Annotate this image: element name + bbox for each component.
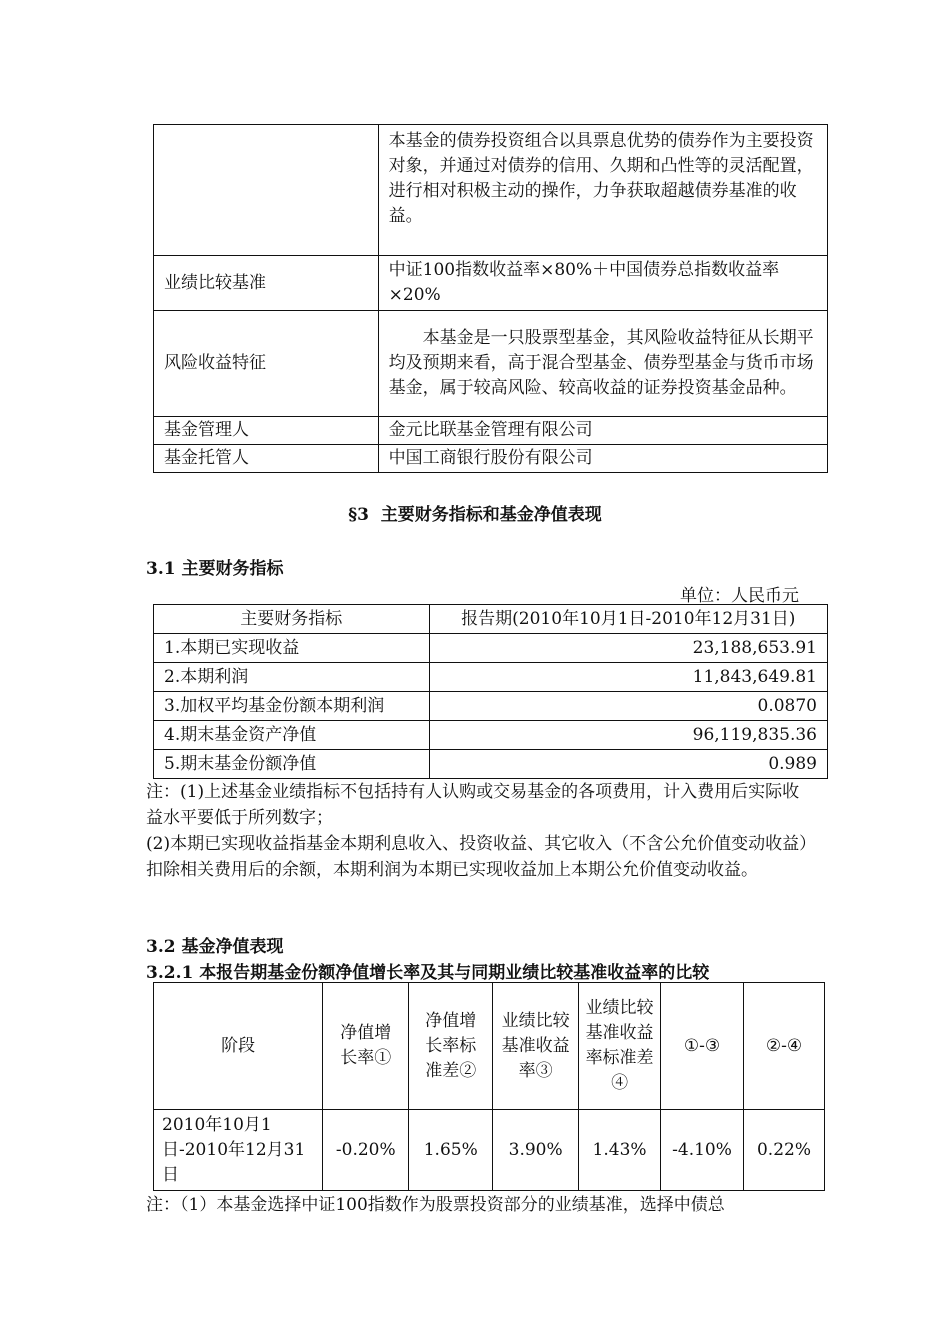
fin-row-label: 1.本期已实现收益	[154, 634, 430, 663]
fin-row-value: 23,188,653.91	[429, 634, 827, 663]
fin-row-label: 3.加权平均基金份额本期利润	[154, 692, 430, 721]
benchmark-label: 业绩比较基准	[154, 256, 379, 311]
fin-row-value: 0.989	[429, 750, 827, 779]
perf-header-diff-1-3: ①-③	[661, 983, 744, 1110]
unit-label: 单位：人民币元	[680, 586, 799, 606]
perf-header-diff-2-4: ②-④	[744, 983, 825, 1110]
perf-row-nav-growth: -0.20%	[323, 1110, 409, 1191]
risk-value: 本基金是一只股票型基金，其风险收益特征从长期平均及预期来看，高于混合型基金、债券型基金与货币市场基金，属于较高风险、较高收益的证券投资基金品种。	[378, 311, 827, 417]
perf-header-benchmark-return: 业绩比较基准收益率③	[493, 983, 579, 1110]
fin-header-period: 报告期(2010年10月1日-2010年12月31日)	[429, 605, 827, 634]
fund-info-table	[153, 124, 828, 473]
manager-value: 金元比联基金管理有限公司	[378, 417, 827, 445]
strategy-text: 本基金的债券投资组合以具票息优势的债券作为主要投资对象，并通过对债券的信用、久期和凸性等的灵活配置，进行相对积极主动的操作，力争获取超越债券基准的收益。	[378, 125, 827, 256]
fin-row-value: 11,843,649.81	[429, 663, 827, 692]
performance-table	[153, 982, 825, 1191]
perf-row-diff-1-3: -4.10%	[661, 1110, 744, 1191]
financial-note-2: (2)本期已实现收益指基金本期利息收入、投资收益、其它收入（不含公允价值变动收益）扣除相关费用后的余额，本期利润为本期已实现收益加上本期公允价值变动收益。	[146, 834, 808, 880]
fin-row-value: 0.0870	[429, 692, 827, 721]
fin-row-label: 2.本期利润	[154, 663, 430, 692]
subsection-3-2-heading: 3.2 基金净值表现	[146, 937, 284, 957]
perf-row-benchmark-std: 1.43%	[579, 1110, 661, 1191]
performance-note: 注：（1）本基金选择中证100指数作为股票投资部分的业绩基准，选择中债总	[146, 1195, 725, 1215]
perf-row-benchmark-return: 3.90%	[493, 1110, 579, 1191]
manager-label: 基金管理人	[154, 417, 379, 445]
strategy-label-cell	[154, 125, 379, 256]
fin-row-value: 96,119,835.36	[429, 721, 827, 750]
fin-header-indicator: 主要财务指标	[154, 605, 430, 634]
custodian-value: 中国工商银行股份有限公司	[378, 445, 827, 473]
perf-header-period: 阶段	[154, 983, 323, 1110]
subsection-3-2-1-heading: 3.2.1 本报告期基金份额净值增长率及其与同期业绩比较基准收益率的比较	[146, 963, 710, 983]
perf-header-nav-growth: 净值增长率①	[323, 983, 409, 1110]
perf-row-diff-2-4: 0.22%	[744, 1110, 825, 1191]
section-title: §3 主要财务指标和基金净值表现	[348, 505, 602, 525]
perf-row-period: 2010年10月1日-2010年12月31日	[154, 1110, 323, 1191]
risk-label: 风险收益特征	[154, 311, 379, 417]
subsection-3-1-heading: 3.1 主要财务指标	[146, 559, 284, 579]
financial-indicators-table	[153, 604, 828, 779]
fin-row-label: 5.期末基金份额净值	[154, 750, 430, 779]
perf-header-benchmark-std: 业绩比较基准收益率标准差④	[579, 983, 661, 1110]
benchmark-value: 中证100指数收益率×80%＋中国债券总指数收益率×20%	[378, 256, 827, 311]
financial-note-1: 注：(1)上述基金业绩指标不包括持有人认购或交易基金的各项费用，计入费用后实际收益水平要低于所列数字；	[146, 782, 800, 828]
custodian-label: 基金托管人	[154, 445, 379, 473]
perf-row-nav-std: 1.65%	[409, 1110, 493, 1191]
fin-row-label: 4.期末基金资产净值	[154, 721, 430, 750]
perf-header-nav-std: 净值增长率标准差②	[409, 983, 493, 1110]
